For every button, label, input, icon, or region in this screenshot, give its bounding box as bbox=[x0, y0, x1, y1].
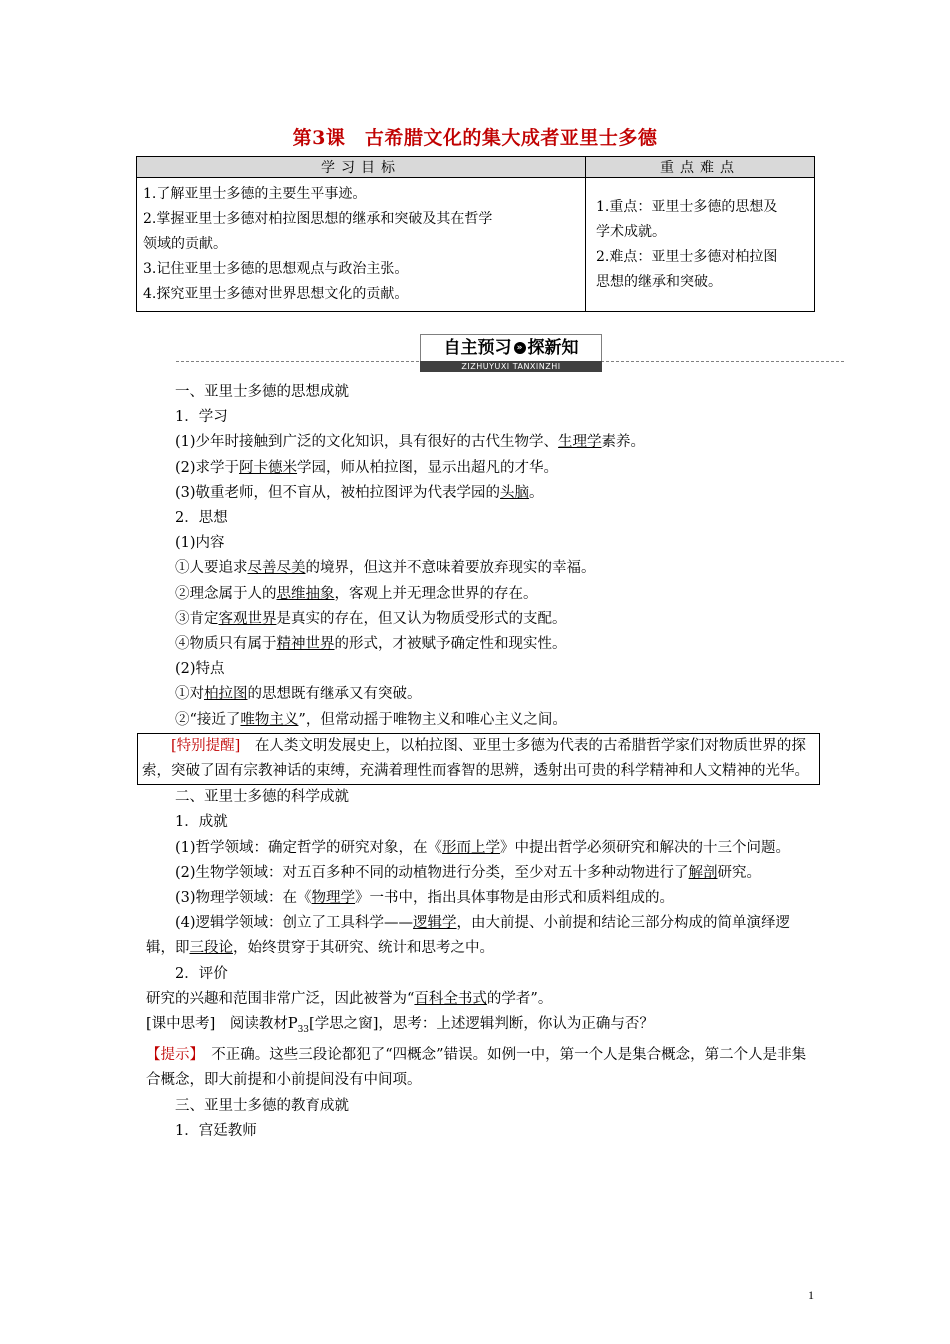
key-point-item: 2.难点：亚里士多德对柏拉图 bbox=[596, 248, 778, 265]
text: ②理念属于人的 bbox=[175, 585, 277, 602]
lesson-title: 第3课 古希腊文化的集大成者亚里士多德 bbox=[292, 127, 658, 149]
text: ”，但常动摇于唯物主义和唯心主义之间。 bbox=[298, 711, 567, 728]
blank-answer: 生理学 bbox=[558, 434, 602, 451]
blank-answer: 解剖 bbox=[688, 864, 718, 881]
blank-answer: 阿卡德米 bbox=[239, 459, 298, 476]
text: ③肯定 bbox=[175, 610, 219, 627]
text: 的学者”。 bbox=[486, 990, 553, 1007]
main-content bbox=[142, 380, 816, 1144]
text: ，始终贯穿于其研究、统计和思考之中。 bbox=[233, 940, 494, 957]
reminder-label: [特别提醒] bbox=[171, 737, 241, 754]
blank-answer: 柏拉图 bbox=[204, 686, 248, 703]
text: ①人要追求 bbox=[175, 560, 248, 577]
objectives-header: 学习目标 bbox=[137, 157, 586, 178]
text: ④物质只有属于 bbox=[175, 636, 277, 653]
text: (2)生物学领域：对五百多种不同的动植物进行分类，至少对五十多种动物进行了 bbox=[175, 864, 689, 881]
blank-answer: 思维抽象 bbox=[276, 585, 335, 602]
subsection-heading: (1)内容 bbox=[175, 535, 225, 552]
paragraph bbox=[146, 456, 816, 481]
text: (1)少年时接触到广泛的文化知识，具有很好的古代生物学、 bbox=[175, 434, 559, 451]
blank-answer: 尽善尽美 bbox=[247, 560, 306, 577]
special-reminder-box bbox=[137, 733, 820, 785]
blank-answer: 客观世界 bbox=[218, 610, 277, 627]
text: (4)逻辑学领域：创立了工具科学—— bbox=[175, 915, 414, 932]
paragraph bbox=[146, 481, 816, 506]
paragraph bbox=[146, 861, 816, 886]
hint-paragraph bbox=[146, 1043, 816, 1093]
text: 不正确。这些三段论都犯了“四概念”错误。如例一中，第一个人是集合概念，第二个人是非集合概念，即大前提和小前提间没有中间项。 bbox=[146, 1047, 807, 1089]
text: 》一书中，指出具体事物是由形式和质料组成的。 bbox=[355, 890, 675, 907]
blank-answer: 唯物主义 bbox=[240, 711, 299, 728]
blank-answer: 精神世界 bbox=[276, 636, 335, 653]
objective-item: 1.了解亚里士多德的主要生平事迹。 bbox=[143, 186, 367, 202]
objective-item: 3.记住亚里士多德的思想观点与政治主张。 bbox=[143, 261, 409, 277]
reminder-text bbox=[142, 734, 815, 784]
hint-label: 【提示】 bbox=[146, 1047, 197, 1064]
paragraph bbox=[146, 836, 816, 861]
text: 素养。 bbox=[601, 434, 646, 451]
subsection-heading: 2．评价 bbox=[175, 965, 228, 982]
key-point-item: 学术成就。 bbox=[596, 223, 666, 240]
text: 研究的兴趣和范围非常广泛，因此被誉为“ bbox=[146, 990, 415, 1007]
text: ，客观上并无理念世界的存在。 bbox=[334, 585, 538, 602]
paragraph bbox=[146, 682, 816, 707]
key-points-header: 重点难点 bbox=[586, 157, 815, 178]
text: (3)敬重老师，但不盲从，被柏拉图评为代表学园的 bbox=[175, 484, 501, 501]
text: 学园，师从柏拉图，显示出超凡的才华。 bbox=[297, 459, 559, 476]
banner-subtitle: ZIZHUYUXI TANXINZHI bbox=[420, 361, 602, 372]
paragraph bbox=[146, 430, 816, 455]
text: 在人类文明发展史上，以柏拉图、亚里士多德为代表的古希腊哲学家们对物质世界的探索，突破了固有宗教神话的束缚，充满着理性而睿智的思辨，透射出可贵的科学精神和人文精神的光华。 bbox=[142, 737, 809, 780]
page-number: 1 bbox=[808, 1288, 814, 1302]
paragraph bbox=[146, 886, 816, 911]
blank-answer: 物理学 bbox=[311, 890, 356, 907]
banner-left-text: 自主预习 bbox=[443, 338, 512, 358]
objective-item: 4.探究亚里士多德对世界思想文化的贡献。 bbox=[143, 286, 409, 302]
objectives-list bbox=[137, 178, 586, 312]
text: (3)物理学领域：在《 bbox=[175, 890, 312, 907]
section-heading: 一、亚里士多德的思想成就 bbox=[175, 384, 349, 400]
subsection-heading: 1．学习 bbox=[175, 409, 228, 426]
blank-answer: 头脑 bbox=[500, 484, 530, 501]
section-banner bbox=[176, 332, 844, 372]
blank-answer: 形而上学 bbox=[442, 839, 501, 856]
text: ，由大前提、小前提和结论三部分构成的简单演绎逻辑，即 bbox=[146, 915, 791, 957]
section-heading: 二、亚里士多德的科学成就 bbox=[175, 789, 349, 806]
text: 的思想既有继承又有突破。 bbox=[247, 686, 422, 703]
arrow-icon: » bbox=[514, 342, 526, 354]
banner-right-text: 探新知 bbox=[527, 338, 579, 358]
paragraph bbox=[146, 556, 816, 581]
subsection-heading: 1．成就 bbox=[175, 814, 228, 831]
paragraph bbox=[146, 632, 816, 657]
key-point-item: 1.重点：亚里士多德的思想及 bbox=[596, 198, 778, 215]
paragraph bbox=[146, 911, 816, 961]
key-point-item: 思想的继承和突破。 bbox=[596, 273, 722, 290]
text: (1)哲学领域：确定哲学的研究对象，在《 bbox=[175, 839, 443, 856]
text: 是真实的存在，但又认为物质受形式的支配。 bbox=[276, 610, 567, 627]
subsection-heading: 1．宫廷教师 bbox=[175, 1122, 257, 1139]
subsection-heading: 2．思想 bbox=[175, 510, 228, 527]
subsection-heading: (2)特点 bbox=[175, 661, 225, 678]
page-subscript: 33 bbox=[297, 1024, 310, 1035]
text: [学思之窗]，思考：上述逻辑判断，你认为正确与否？ bbox=[309, 1016, 654, 1033]
paragraph bbox=[146, 708, 816, 733]
objectives-table bbox=[136, 156, 815, 312]
text: ①对 bbox=[175, 686, 204, 703]
banner-title bbox=[420, 334, 602, 362]
thinking-question bbox=[146, 1012, 816, 1043]
blank-answer: 三段论 bbox=[189, 940, 233, 957]
text: 》中提出哲学必须研究和解决的十三个问题。 bbox=[500, 839, 791, 856]
paragraph bbox=[146, 607, 816, 632]
paragraph bbox=[146, 582, 816, 607]
text: 的境界，但这并不意味着要放弃现实的幸福。 bbox=[305, 560, 596, 577]
objective-item: 领域的贡献。 bbox=[143, 236, 227, 252]
blank-answer: 逻辑学 bbox=[413, 915, 457, 932]
text: ②“接近了 bbox=[175, 711, 241, 728]
paragraph bbox=[146, 987, 816, 1012]
section-heading: 三、亚里士多德的教育成就 bbox=[175, 1097, 349, 1114]
objective-item: 2.掌握亚里士多德对柏拉图思想的继承和突破及其在哲学 bbox=[143, 211, 493, 227]
key-points-list bbox=[586, 178, 815, 312]
text: [课中思考] 阅读教材P bbox=[146, 1016, 298, 1033]
text: 。 bbox=[529, 484, 544, 501]
text: 的形式，才被赋予确定性和现实性。 bbox=[334, 636, 567, 653]
text: 研究。 bbox=[717, 864, 762, 881]
text: (2)求学于 bbox=[175, 459, 240, 476]
blank-answer: 百科全书式 bbox=[414, 990, 487, 1007]
